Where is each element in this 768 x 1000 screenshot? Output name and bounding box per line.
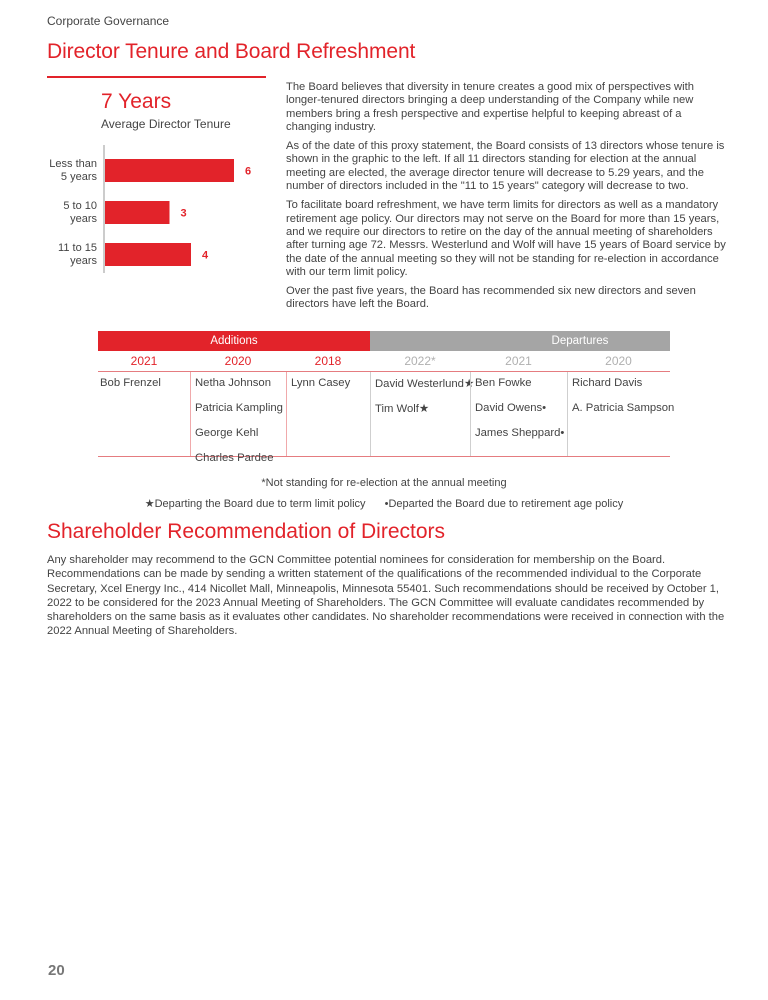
table-cell: [567, 372, 675, 456]
director-name: David Owens•: [475, 402, 547, 414]
table-cell: [370, 372, 475, 456]
director-name: James Sheppard•: [475, 427, 565, 439]
director-name: Ben Fowke: [475, 377, 532, 389]
group-header-row: [98, 331, 670, 351]
refreshment-table: [98, 331, 675, 464]
bar: [105, 243, 191, 266]
category-label: years: [70, 213, 97, 225]
bar-value-label: 6: [245, 165, 252, 178]
table-row: [98, 372, 675, 464]
tenure-chart-svg: [40, 145, 270, 275]
category-label: 11 to 15: [58, 242, 97, 254]
director-name: Richard Davis: [572, 377, 643, 389]
footnote-asterisk: *Not standing for re-election at the annual meeting: [261, 477, 507, 489]
category-label: Less than: [49, 158, 97, 170]
year-header: 2021: [130, 354, 158, 368]
additions-header: Additions: [98, 331, 370, 351]
paragraph: Over the past five years, the Board has recommended six new directors and seven directors have left the Board.: [286, 285, 696, 311]
tenure-bar-chart: [40, 145, 270, 275]
footnote-star: ★Departing the Board due to term limit policy: [144, 498, 366, 510]
director-name: Patricia Kampling: [195, 402, 283, 414]
bar: [105, 159, 234, 182]
section-label: Corporate Governance: [47, 14, 170, 28]
paragraph: To facilitate board refreshment, we have term limits for directors as well as a mandatory retirement age policy. Our directors may not serve on the Board for more than 15 years, and we require our directors to retire on the day of the annual meeting of shareholders after turning age 72. Messrs. Westerlund and Wolf will have 15 years of Board service by the date of the annual meeting so they will not be standing for re-election in accordance with our term limit policy.: [286, 199, 726, 278]
director-name: Bob Frenzel: [100, 377, 161, 389]
title-divider: [47, 76, 266, 78]
average-tenure-value: 7 Years: [101, 90, 172, 113]
section-body: Any shareholder may recommend to the GCN Committee potential nominees for consideration for membership on the Board. Recommendations can be made by sending a written statement of the qualifications of the recommended individual to the Corporate Secretary, Xcel Energy Inc., 414 Nicollet Mall, Minneapolis, Minnesota 55401. Such recommendations should be received by October 1, 2022 to be considered for the 2023 Annual Meeting of Shareholders. The GCN Committee will evaluate candidates recommended by shareholders on the same basis as it evaluates other candidates. No shareholder recommendations were received in connection with the 2022 Annual Meeting of Shareholders.: [47, 554, 725, 638]
year-header: 2021: [505, 354, 532, 368]
footnote-bullet: •Departed the Board due to retirement age policy: [384, 498, 624, 510]
table-cell: [470, 372, 567, 456]
year-header: 2020: [605, 354, 632, 368]
category-label: years: [70, 255, 97, 267]
director-name: George Kehl: [195, 427, 259, 439]
bar: [105, 201, 170, 224]
tenure-description: [286, 81, 726, 318]
year-header-row: [98, 351, 670, 372]
paragraph: The Board believes that diversity in tenure creates a good mix of perspectives with longer-tenured directors bringing a deep understanding of the Company while new members bring a fresh perspective and expertise helpful to keeping abreast of a changing industry.: [286, 81, 694, 133]
average-tenure-label: Average Director Tenure: [101, 117, 231, 131]
category-label: 5 to 10: [63, 200, 97, 212]
director-name: David Westerlund★: [375, 378, 475, 390]
bar-value-label: 4: [202, 249, 209, 262]
category-label: 5 years: [60, 171, 97, 183]
page-number: 20: [48, 962, 65, 979]
table-cell: [190, 372, 286, 464]
director-name: Charles Pardee: [195, 452, 274, 464]
year-header: 2022*: [404, 354, 436, 368]
departures-header: Departures: [370, 331, 670, 351]
year-header: 2020: [224, 354, 252, 368]
bar-value-label: 3: [180, 207, 187, 220]
section-title: Shareholder Recommendation of Directors: [47, 520, 446, 543]
footnote-symbols: [0, 497, 768, 510]
table-cell: [286, 372, 370, 456]
director-name: Tim Wolf★: [375, 403, 430, 415]
director-name: A. Patricia Sampson: [572, 402, 675, 414]
page-title: Director Tenure and Board Refreshment: [47, 40, 416, 63]
table-cell: [98, 372, 190, 456]
year-header: 2018: [314, 354, 342, 368]
director-name: Lynn Casey: [291, 377, 351, 389]
paragraph: As of the date of this proxy statement, the Board consists of 13 directors whose tenure is shown in the graphic to the left. If all 11 directors standing for election at the annual meeting are elected, the average director tenure will decrease to 5.29 years, and the number of directors included in the "11 to 15 years" category will decrease to two.: [286, 140, 725, 193]
director-name: Netha Johnson: [195, 377, 271, 389]
